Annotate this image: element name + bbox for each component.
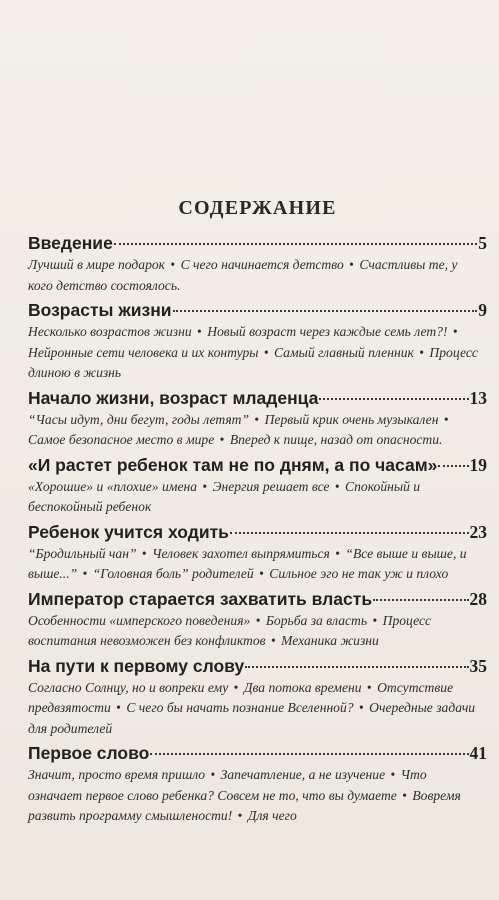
bullet-separator: • xyxy=(138,545,151,561)
bullet-separator: • xyxy=(199,478,211,494)
bullet-separator: • xyxy=(440,411,449,427)
dot-leader xyxy=(173,310,478,312)
toc-entry xyxy=(28,232,487,296)
table-of-contents xyxy=(28,232,487,827)
subtopic: Что означает первое слово ребенка? Совсем не то, что вы думаете xyxy=(28,767,427,803)
subtopic: Спокойный и беспокойный ребенок xyxy=(28,478,421,514)
dot-leader xyxy=(373,599,468,601)
toc-entry xyxy=(28,387,487,451)
subtopic: Отсутствие предвзятости xyxy=(28,679,454,715)
subtopic: Вовремя развить программу смышлености! xyxy=(28,787,461,823)
subtopic: Несколько возрастов жизни xyxy=(28,324,192,339)
chapter-title: На пути к первому слову xyxy=(28,655,245,676)
page-number: 28 xyxy=(469,588,487,609)
bullet-separator: • xyxy=(255,566,268,581)
dot-leader xyxy=(150,753,468,755)
page-title: СОДЕРЖАНИЕ xyxy=(178,197,337,219)
subtopic: Два потока времени xyxy=(243,679,362,695)
subtopic: Процесс воспитания невозможен без конфликтов xyxy=(28,612,432,648)
bullet-separator: • xyxy=(355,700,368,715)
subtopic: Для чего xyxy=(247,808,297,823)
subtopic: Вперед к пище, назад от опасности. xyxy=(229,432,443,447)
subtopic: Первый крик очень музыкален xyxy=(264,411,439,427)
bullet-separator: • xyxy=(234,808,246,823)
toc-entry xyxy=(28,588,487,652)
bullet-separator: • xyxy=(387,767,399,782)
dot-leader xyxy=(230,532,469,534)
bullet-separator: • xyxy=(193,324,206,339)
page-number: 23 xyxy=(469,521,487,542)
chapter-subtopics xyxy=(28,611,487,652)
subtopic: Особенности «имперского поведения» xyxy=(28,612,251,628)
chapter-subtopics xyxy=(28,255,487,296)
bullet-separator: • xyxy=(363,679,376,695)
toc-heading-line xyxy=(28,232,487,255)
bullet-separator: • xyxy=(79,566,91,581)
bullet-separator: • xyxy=(216,432,228,447)
bullet-separator: • xyxy=(415,344,428,360)
toc-entry xyxy=(28,521,487,585)
toc-heading-line xyxy=(28,299,487,322)
subtopic: Нейронные сети человека и их контуры xyxy=(28,344,259,360)
subtopic: Запечатление, а не изучение xyxy=(220,767,386,782)
dot-leader xyxy=(245,666,468,668)
toc-heading-line xyxy=(28,387,487,410)
chapter-subtopics xyxy=(28,678,487,740)
toc-entry xyxy=(28,454,487,518)
dot-leader xyxy=(438,465,468,467)
subtopic: Механика жизни xyxy=(281,633,379,648)
subtopic: Значит, просто время пришло xyxy=(28,767,206,782)
subtopic: С чего начинается детство xyxy=(180,257,344,272)
bullet-separator: • xyxy=(112,700,125,715)
subtopic: “Головная боль” родителей xyxy=(92,566,254,581)
chapter-title: «И растет ребенок там не по дням, а по часам» xyxy=(28,454,438,475)
bullet-separator: • xyxy=(167,257,179,272)
page-number: 41 xyxy=(469,743,487,763)
chapter-subtopics xyxy=(28,765,487,827)
page-number: 9 xyxy=(478,300,487,320)
bullet-separator: • xyxy=(207,767,219,782)
subtopic: Процесс длиною в жизнь xyxy=(28,344,478,380)
bullet-separator: • xyxy=(230,679,242,695)
chapter-subtopics xyxy=(28,477,487,518)
subtopic: С чего бы начать познание Вселенной? xyxy=(126,700,354,715)
toc-entry xyxy=(28,299,487,384)
bullet-separator: • xyxy=(331,545,344,561)
subtopic: Новый возраст через каждые семь лет?! xyxy=(207,324,448,339)
chapter-title: Введение xyxy=(28,233,113,253)
subtopic: Согласно Солнцу, но и вопреки ему xyxy=(28,679,229,695)
bullet-separator: • xyxy=(369,612,381,628)
chapter-title: Возрасты жизни xyxy=(28,300,172,320)
toc-heading-line xyxy=(28,588,487,611)
chapter-title: Ребенок учится ходить xyxy=(28,521,229,542)
subtopic: Самый главный пленник xyxy=(274,344,414,360)
chapter-title: Император старается захватить власть xyxy=(28,588,373,609)
subtopic: “Все выше и выше, и выше...” xyxy=(28,545,467,581)
subtopic: Сильное эго не так уж и плохо xyxy=(269,566,449,581)
bullet-separator: • xyxy=(449,324,458,339)
toc-heading-line xyxy=(28,742,487,765)
subtopic: «Хорошие» и «плохие» имена xyxy=(28,478,198,494)
subtopic: “Бродильный чан” xyxy=(28,545,137,561)
page-number: 13 xyxy=(469,387,487,408)
chapter-subtopics xyxy=(28,544,487,585)
bullet-separator: • xyxy=(331,478,344,494)
chapter-subtopics xyxy=(28,410,487,451)
subtopic: Энергия решает все xyxy=(212,478,330,494)
dot-leader xyxy=(319,398,468,400)
toc-entry xyxy=(28,655,487,740)
toc-entry xyxy=(28,742,487,827)
bullet-separator: • xyxy=(251,411,263,427)
page-number: 5 xyxy=(478,233,487,253)
bullet-separator: • xyxy=(260,344,273,360)
dot-leader xyxy=(114,243,477,245)
chapter-title: Первое слово xyxy=(28,743,150,763)
subtopic: Борьба за власть xyxy=(265,612,368,628)
subtopic: Лучший в мире подарок xyxy=(28,257,166,272)
page-number: 35 xyxy=(469,655,487,676)
toc-heading-line xyxy=(28,521,487,544)
toc-heading-line xyxy=(28,655,487,678)
bullet-separator: • xyxy=(345,257,358,272)
chapter-subtopics xyxy=(28,322,487,384)
subtopic: “Часы идут, дни бегут, годы летят” xyxy=(28,411,250,427)
toc-heading-line xyxy=(28,454,487,477)
subtopic: Человек захотел выпрямиться xyxy=(152,545,330,561)
subtopic: Счастливы те, у кого детство состоялось. xyxy=(28,257,458,293)
chapter-title: Начало жизни, возраст младенца xyxy=(28,387,319,408)
bullet-separator: • xyxy=(252,612,264,628)
subtopic: Очередные задачи для родителей xyxy=(28,700,476,736)
bullet-separator: • xyxy=(398,787,411,803)
bullet-separator: • xyxy=(267,633,280,648)
subtopic: Самое безопасное место в мире xyxy=(28,432,215,447)
page-number: 19 xyxy=(469,454,487,475)
